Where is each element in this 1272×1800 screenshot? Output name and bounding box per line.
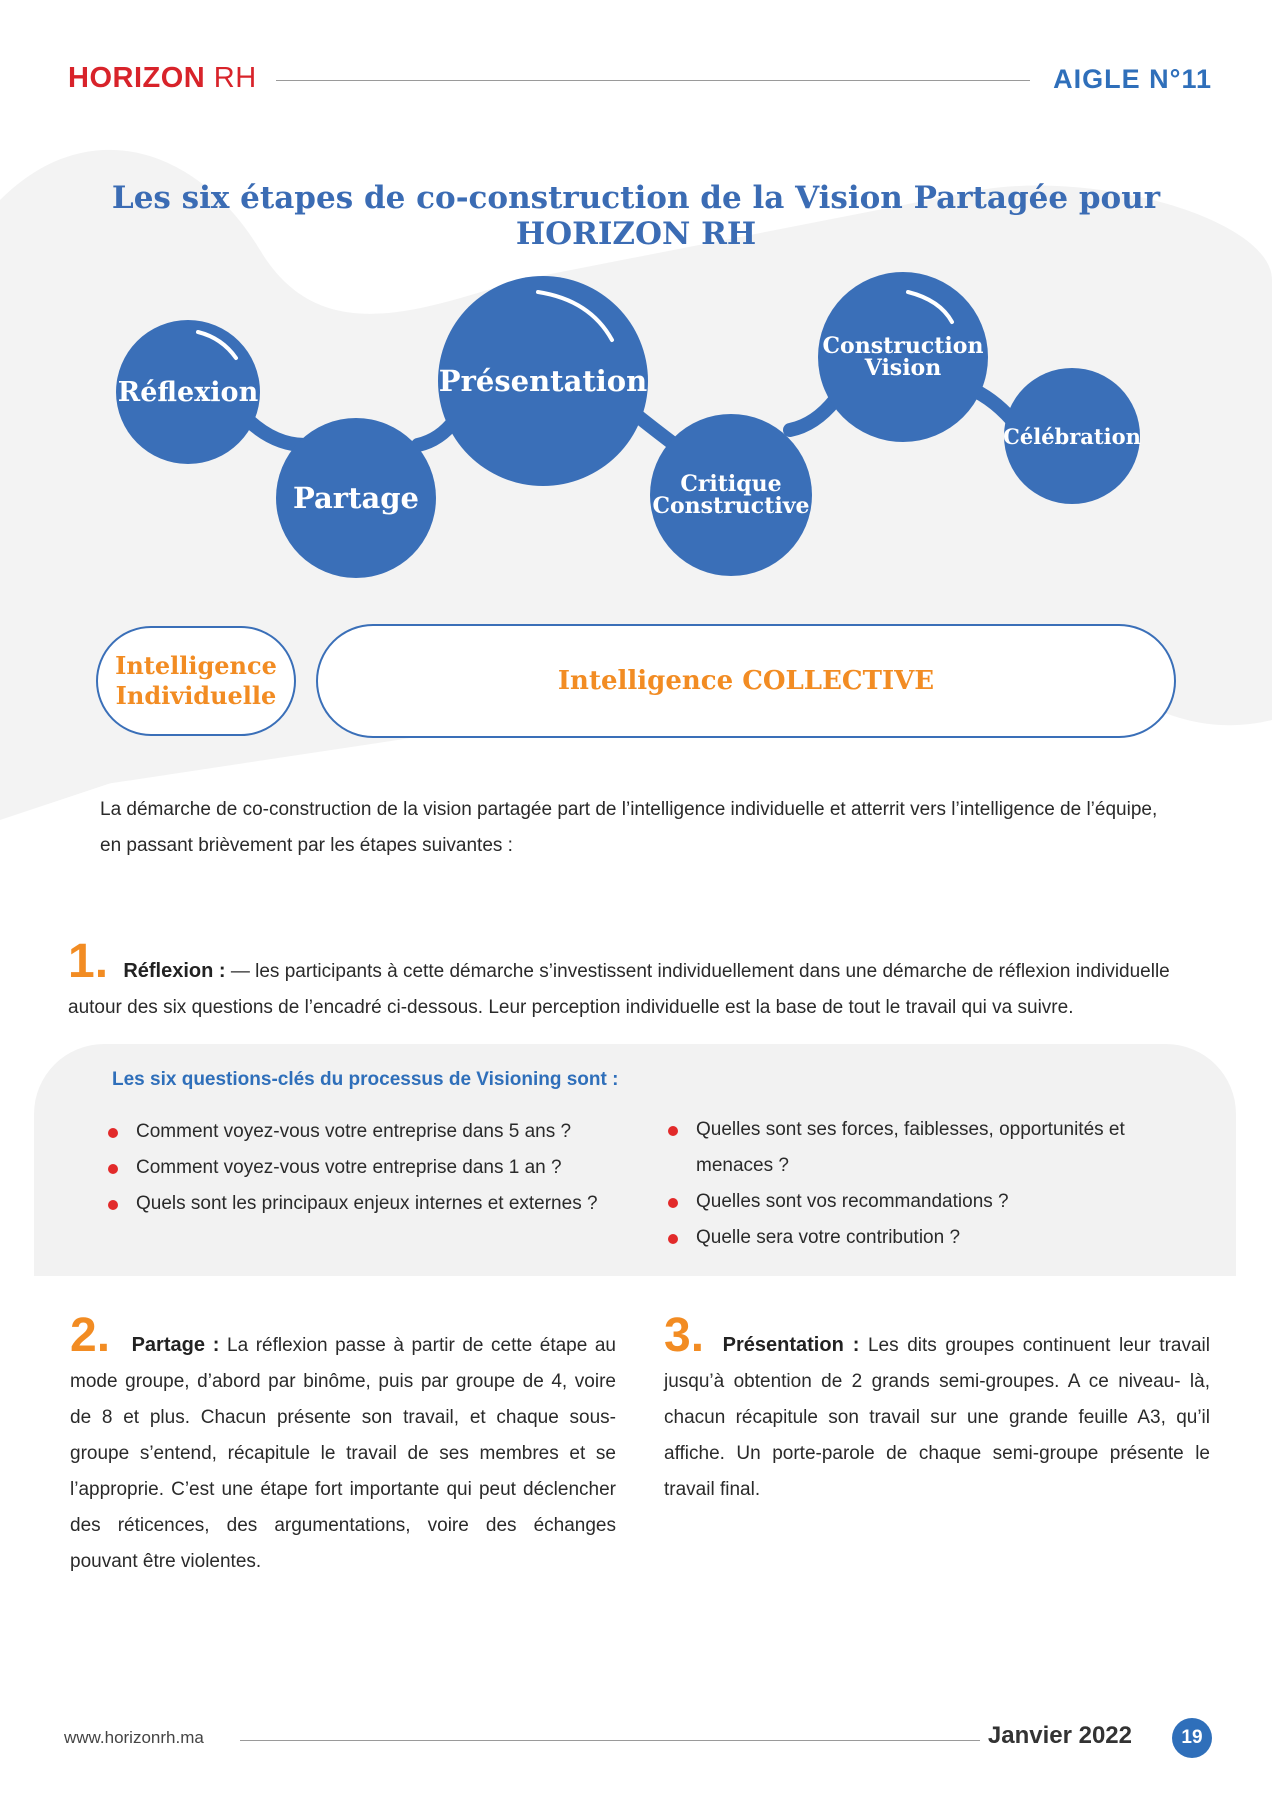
collective-intelligence-pill bbox=[316, 624, 1176, 738]
question-text: Comment voyez-vous votre entreprise dans 5 ans ? bbox=[136, 1121, 572, 1142]
intro-paragraph: La démarche de co-construction de la vision partagée part de l’intelligence individuelle et atterrit vers l’intelligence de l’équipe, en passant brièvement par les étapes suivantes : bbox=[100, 799, 1158, 856]
question-item bbox=[108, 1150, 668, 1186]
bullet-dot bbox=[668, 1198, 678, 1208]
footer-rule bbox=[240, 1740, 980, 1741]
issue-number: AIGLE N°11 bbox=[1053, 64, 1212, 94]
step2-label: Partage : bbox=[131, 1334, 220, 1356]
step2-number: 2. bbox=[70, 1309, 111, 1362]
question-text: Quelle sera votre contribution ? bbox=[696, 1227, 961, 1248]
step1-text: — les participants à cette démarche s’investissent individuellement dans une démarche de réflexion individuelle autour des six questions de l’encadré ci-dessous. Leur perception individuelle est la base de tout le travail qui va suivre. bbox=[68, 961, 1170, 1018]
questions-left-list bbox=[108, 1114, 668, 1222]
question-text: Quels sont les principaux enjeux internes et externes ? bbox=[136, 1193, 598, 1214]
step1-label: Réflexion : bbox=[123, 960, 226, 982]
question-text: Quelles sont ses forces, faiblesses, opportunités et menaces ? bbox=[696, 1119, 1125, 1176]
question-text: Quelles sont vos recommandations ? bbox=[696, 1191, 1009, 1212]
question-item bbox=[108, 1186, 668, 1222]
individual-line-1: Intelligence bbox=[115, 651, 277, 680]
step-label-partage: Partage bbox=[292, 480, 419, 515]
step-label-celebration: Célébration bbox=[1003, 423, 1141, 449]
question-item bbox=[668, 1112, 1148, 1184]
brand-main: HORIZON bbox=[68, 62, 206, 94]
collective-label: Intelligence COLLECTIVE bbox=[557, 666, 935, 696]
questions-right-list bbox=[668, 1112, 1148, 1256]
step3-number: 3. bbox=[664, 1309, 705, 1362]
questions-title: Les six questions-clés du processus de Visioning sont : bbox=[112, 1069, 619, 1090]
individual-line-2: Individuelle bbox=[115, 681, 277, 710]
step3-paragraph bbox=[664, 1309, 1210, 1508]
step-label-reflexion: Réflexion bbox=[117, 376, 259, 408]
step-label-critique-1: Critique bbox=[680, 471, 782, 497]
footer-website: www.horizonrh.ma bbox=[64, 1728, 204, 1747]
page-title: Les six étapes de co-construction de la Vision Partagée pour HORIZON RH bbox=[111, 180, 1161, 252]
question-item bbox=[668, 1184, 1148, 1220]
step-label-presentation: Présentation bbox=[438, 363, 648, 398]
page-number: 19 bbox=[1172, 1718, 1212, 1758]
bullet-dot bbox=[108, 1164, 118, 1174]
question-item bbox=[108, 1114, 668, 1150]
step-label-critique-2: Constructive bbox=[652, 493, 810, 519]
step1-paragraph bbox=[68, 935, 1206, 1026]
individual-intelligence-pill bbox=[96, 626, 296, 736]
step3-text: Les dits groupes continuent leur travail jusqu’à obtention de 2 grands semi-groupes. A ce niveau- là, chacun récapitule son travail sur une grande feuille A3, qu’il affiche. Un porte-parole de chaque semi-groupe présente le travail final. bbox=[664, 1335, 1210, 1500]
step2-paragraph bbox=[70, 1309, 616, 1580]
bullet-dot bbox=[108, 1200, 118, 1210]
question-text: Comment voyez-vous votre entreprise dans 1 an ? bbox=[136, 1157, 562, 1178]
question-item bbox=[668, 1220, 1148, 1256]
bullet-dot bbox=[668, 1234, 678, 1244]
step3-label: Présentation : bbox=[722, 1334, 860, 1356]
bullet-dot bbox=[668, 1126, 678, 1136]
step2-text: La réflexion passe à partir de cette étape au mode groupe, d’abord par binôme, puis par groupe de 4, voire de 8 et plus. Chacun présente son travail, et chaque sous-groupe s’entend, récapitule le travail de ses membres et se l’approprie. C’est une étape fort importante qui peut déclencher des réticences, des argumentations, voire des échanges pouvant être violentes. bbox=[70, 1335, 616, 1572]
bullet-dot bbox=[108, 1128, 118, 1138]
footer-date: Janvier 2022 bbox=[987, 1722, 1132, 1749]
step-label-construction-2: Vision bbox=[864, 355, 942, 381]
brand-suffix: RH bbox=[213, 62, 257, 94]
step1-number: 1. bbox=[68, 935, 109, 988]
step-label-construction-1: Construction bbox=[822, 333, 984, 359]
